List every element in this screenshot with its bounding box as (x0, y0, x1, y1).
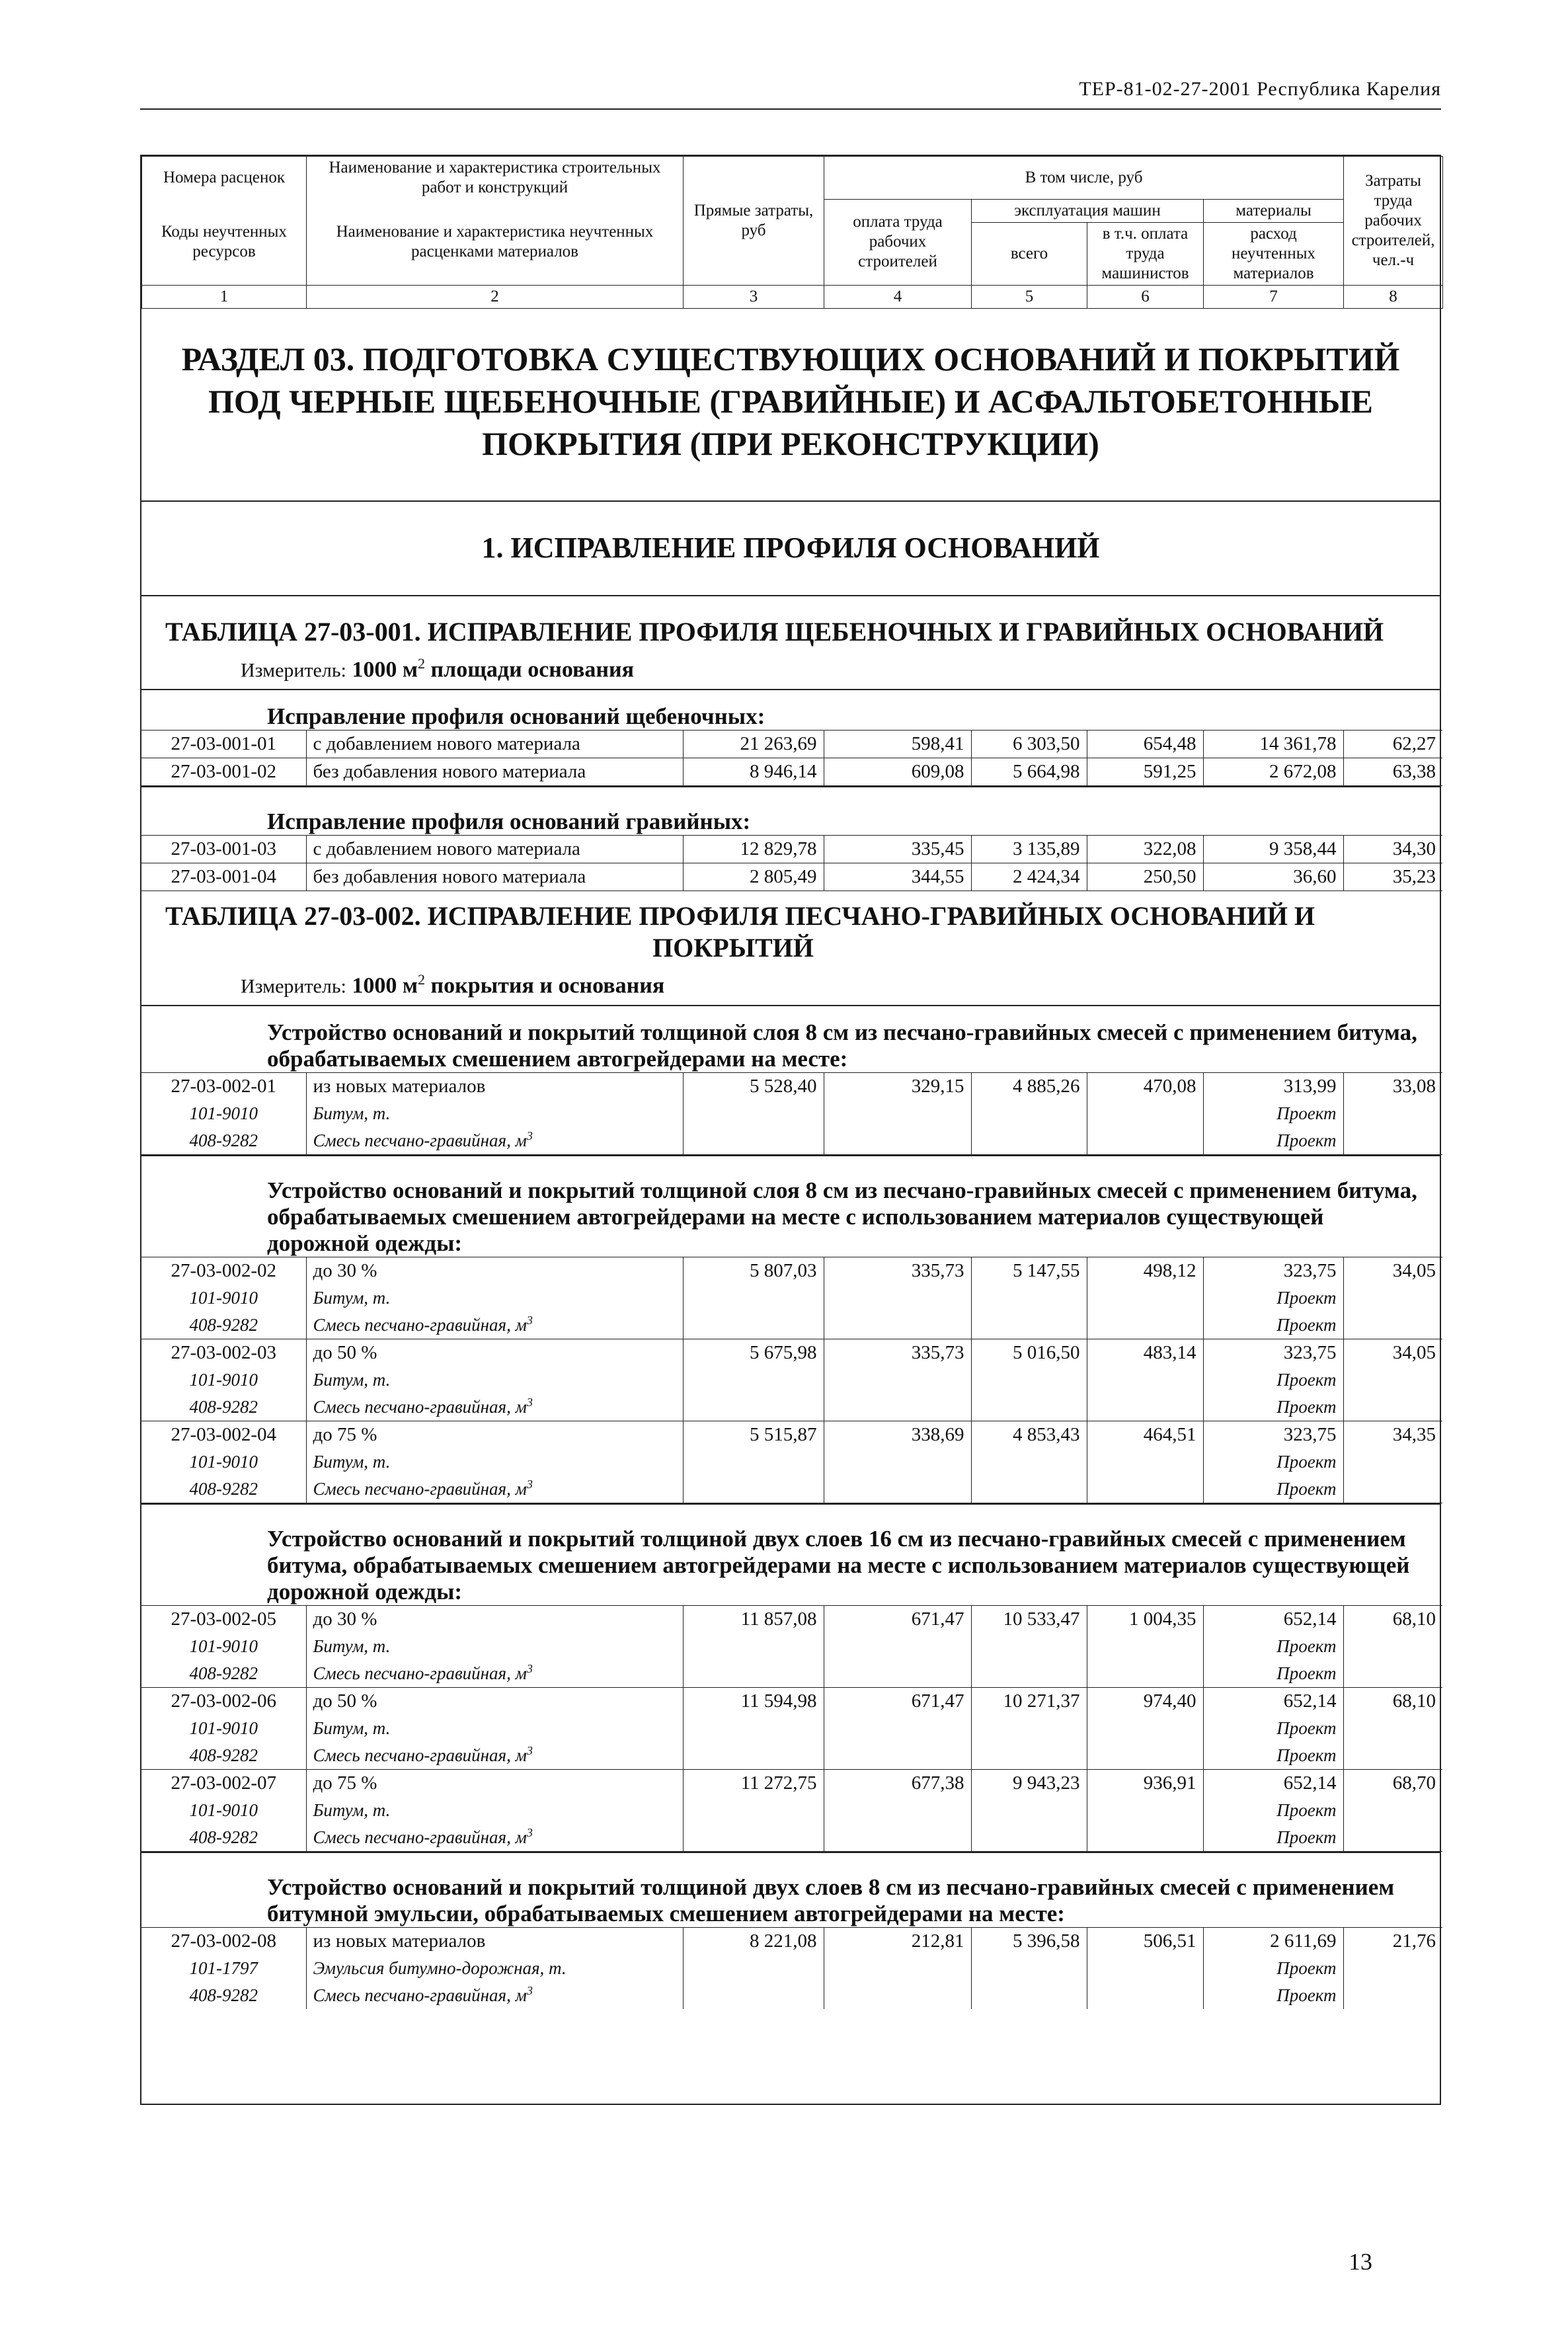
row-materials: 2 611,69 (1203, 1928, 1343, 1956)
col-number: 5 (972, 285, 1087, 308)
table-row (141, 1257, 1442, 1285)
table2-group-heading: Устройство оснований и покрытий толщиной слоя 8 см из песчано-гравийных смесей с применением битума, обрабатываемых смешением автогрейдерами на месте: (141, 1005, 1440, 1072)
row-machinist-pay: 591,25 (1087, 758, 1203, 785)
resource-name: Битум, т. (306, 1715, 683, 1742)
row-direct-cost: 8 946,14 (683, 758, 824, 785)
row-direct-cost: 12 829,78 (683, 835, 824, 863)
row-labor-pay: 598,41 (824, 730, 971, 758)
resource-project-flag: Проект (1203, 1100, 1343, 1127)
resource-name: Смесь песчано-гравийная, м (313, 1663, 527, 1684)
subsection-title: 1. ИСПРАВЛЕНИЕ ПРОФИЛЯ ОСНОВАНИЙ (141, 502, 1440, 596)
row-labor-pay: 677,38 (824, 1770, 971, 1798)
row-machines-total: 4 885,26 (971, 1073, 1087, 1101)
col-group-materials-header: материалы (1204, 199, 1344, 222)
row-labor-hours: 34,05 (1343, 1339, 1442, 1367)
row-machines-total: 5 147,55 (971, 1257, 1087, 1285)
table2-group-heading: Устройство оснований и покрытий толщиной слоя 8 см из песчано-гравийных смесей с применением битума, обрабатываемых смешением автогрейдерами на месте с использованием материалов существующей дорожной одежды: (141, 1155, 1440, 1257)
resource-row: 408-9282 Смесь песчано-гравийная, $м^3$ Проект (141, 1742, 1442, 1770)
row-direct-cost: 5 675,98 (683, 1339, 824, 1367)
row-labor-hours: 35,23 (1343, 863, 1442, 891)
row-labor-pay: 338,69 (824, 1421, 971, 1449)
row-machines-total: 2 424,34 (971, 863, 1087, 891)
resource-project-flag: Проект (1203, 1742, 1343, 1770)
measure-label: Измеритель: (241, 975, 346, 998)
row-direct-cost: 11 594,98 (683, 1688, 824, 1716)
row-machines-total: 3 135,89 (971, 835, 1087, 863)
resource-code: 101-9010 (141, 1100, 306, 1127)
resource-code: 101-9010 (141, 1715, 306, 1742)
resource-project-flag: Проект (1203, 1955, 1343, 1982)
row-materials: 14 361,78 (1203, 730, 1343, 758)
col8-header: Затраты труда рабочих строителей, чел.-ч (1344, 157, 1443, 286)
col7-header: расход неучтенных материалов (1204, 222, 1344, 285)
row-code: 27-03-002-01 (141, 1073, 306, 1101)
table-row (141, 730, 1442, 758)
resource-project-flag: Проект (1203, 1715, 1343, 1742)
table2-title (141, 891, 1440, 964)
resource-name: Битум, т. (306, 1285, 683, 1312)
resource-name: Смесь песчано-гравийная, м (313, 1985, 527, 2006)
row-labor-pay: 335,73 (824, 1339, 971, 1367)
row-labor-hours: 21,76 (1343, 1928, 1442, 1956)
col-number: 2 (307, 285, 684, 308)
resource-code: 101-9010 (141, 1448, 306, 1476)
row-direct-cost: 8 221,08 (683, 1928, 824, 1956)
row-code: 27-03-002-04 (141, 1421, 306, 1449)
row-direct-cost: 5 515,87 (683, 1421, 824, 1449)
row-materials: 323,75 (1203, 1421, 1343, 1449)
col-group-machines-header: эксплуатация машин (972, 199, 1204, 222)
row-labor-pay: 609,08 (824, 758, 971, 785)
table-row (141, 863, 1442, 891)
col-number: 8 (1344, 285, 1443, 308)
row-materials: 9 358,44 (1203, 835, 1343, 863)
row-labor-hours: 34,35 (1343, 1421, 1442, 1449)
row-materials: 652,14 (1203, 1688, 1343, 1716)
row-machinist-pay: 974,40 (1087, 1688, 1203, 1716)
row-machinist-pay: 654,48 (1087, 730, 1203, 758)
row-materials: 652,14 (1203, 1770, 1343, 1798)
table2-group3-rows (141, 1605, 1442, 1852)
table1-group1-rows (141, 730, 1442, 786)
table2-measure: Измеритель: 1000 $м^2$ покрытия и основания (241, 970, 665, 998)
resource-code: 101-9010 (141, 1797, 306, 1824)
resource-project-flag: Проект (1203, 1476, 1343, 1503)
table2-title-line2: ПОКРЫТИЙ (652, 932, 814, 963)
resource-name: Смесь песчано-гравийная, м (313, 1315, 527, 1335)
row-direct-cost: 11 272,75 (683, 1770, 824, 1798)
row-code: 27-03-002-07 (141, 1770, 306, 1798)
row-code: 27-03-001-03 (141, 835, 306, 863)
row-materials: 323,75 (1203, 1257, 1343, 1285)
table-row (141, 1073, 1442, 1101)
column-header-table (141, 156, 1443, 309)
resource-code: 408-9282 (141, 1476, 306, 1503)
resource-name: Смесь песчано-гравийная, м (313, 1479, 527, 1499)
col2-header-bottom: Наименование и характеристика неучтенных расценками материалов (307, 199, 684, 285)
row-name: до 75 % (306, 1770, 683, 1798)
row-machines-total: 5 396,58 (971, 1928, 1087, 1956)
row-labor-hours: 68,10 (1343, 1688, 1442, 1716)
table2-title-line1: ТАБЛИЦА 27-03-002. ИСПРАВЛЕНИЕ ПРОФИЛЯ ПЕСЧАНО-ГРАВИЙНЫХ ОСНОВАНИЙ И (165, 900, 1315, 931)
row-labor-hours: 68,70 (1343, 1770, 1442, 1798)
row-labor-pay: 344,55 (824, 863, 971, 891)
resource-row (141, 1797, 1442, 1824)
table-row (141, 1770, 1442, 1798)
resource-project-flag: Проект (1203, 1394, 1343, 1421)
row-code: 27-03-001-02 (141, 758, 306, 785)
resource-name: Эмульсия битумно-дорожная, т. (306, 1955, 683, 1982)
row-machinist-pay: 483,14 (1087, 1339, 1203, 1367)
resource-project-flag: Проект (1203, 1285, 1343, 1312)
resource-row (141, 1367, 1442, 1394)
resource-project-flag: Проект (1203, 1633, 1343, 1660)
resource-row (141, 1633, 1442, 1660)
table1-group-heading: Исправление профиля оснований гравийных: (141, 786, 1440, 835)
resource-project-flag: Проект (1203, 1367, 1343, 1394)
table2-group2-rows (141, 1257, 1442, 1503)
resource-project-flag: Проект (1203, 1824, 1343, 1852)
col5-header: всего (972, 222, 1087, 285)
row-name: без добавления нового материала (306, 758, 683, 785)
row-labor-pay: 671,47 (824, 1688, 971, 1716)
resource-row (141, 1715, 1442, 1742)
resource-code: 101-9010 (141, 1285, 306, 1312)
row-machinist-pay: 250,50 (1087, 863, 1203, 891)
col-number: 7 (1204, 285, 1344, 308)
row-machines-total: 9 943,23 (971, 1770, 1087, 1798)
resource-project-flag: Проект (1203, 1448, 1343, 1476)
row-name: до 50 % (306, 1688, 683, 1716)
resource-name: Битум, т. (306, 1100, 683, 1127)
row-materials: 652,14 (1203, 1606, 1343, 1634)
resource-code: 408-9282 (141, 1127, 306, 1155)
row-labor-hours: 68,10 (1343, 1606, 1442, 1634)
table2-group1-rows (141, 1072, 1442, 1155)
table-row (141, 758, 1442, 785)
col4-header: оплата труда рабочих строителей (824, 199, 972, 285)
row-code: 27-03-001-01 (141, 730, 306, 758)
measure-value: 1000 м (352, 973, 418, 998)
resource-name: Смесь песчано-гравийная, м (313, 1745, 527, 1766)
resource-name: Смесь песчано-гравийная, м (313, 1130, 527, 1151)
resource-row (141, 1448, 1442, 1476)
row-name: из новых материалов (306, 1073, 683, 1101)
col3-header: Прямые затраты, руб (684, 157, 824, 286)
row-name: без добавления нового материала (306, 863, 683, 891)
row-direct-cost: 5 807,03 (683, 1257, 824, 1285)
row-code: 27-03-002-06 (141, 1688, 306, 1716)
row-machines-total: 5 664,98 (971, 758, 1087, 785)
resource-name: Битум, т. (306, 1797, 683, 1824)
col2-header-top: Наименование и характеристика строительных работ и конструкций (307, 157, 684, 200)
resource-code: 408-9282 (141, 1742, 306, 1770)
col1-header-bottom: Коды неучтенных ресурсов (142, 199, 307, 285)
row-direct-cost: 2 805,49 (683, 863, 824, 891)
row-name: до 30 % (306, 1257, 683, 1285)
row-labor-pay: 335,45 (824, 835, 971, 863)
resource-row: 408-9282 Смесь песчано-гравийная, $м^3$ Проект (141, 1476, 1442, 1503)
resource-row: 408-9282 Смесь песчано-гравийная, $м^3$ Проект (141, 1824, 1442, 1852)
col1-header-top: Номера расценок (142, 157, 307, 200)
row-labor-hours: 63,38 (1343, 758, 1442, 785)
row-labor-hours: 34,05 (1343, 1257, 1442, 1285)
section-title: РАЗДЕЛ 03. ПОДГОТОВКА СУЩЕСТВУЮЩИХ ОСНОВАНИЙ И ПОКРЫТИЙ ПОД ЧЕРНЫЕ ЩЕБЕНОЧНЫЕ (ГРАВИЙНЫЕ) И АСФАЛЬТОБЕТОННЫЕ ПОКРЫТИЯ (ПРИ РЕКОНСТРУКЦИИ) (141, 309, 1440, 502)
row-name: с добавлением нового материала (306, 835, 683, 863)
resource-project-flag: Проект (1203, 1660, 1343, 1688)
table-row (141, 1339, 1442, 1367)
row-code: 27-03-002-03 (141, 1339, 306, 1367)
page-number: 13 (1349, 2248, 1372, 2275)
col-group-total-header: В том числе, руб (824, 157, 1344, 200)
resource-code: 101-1797 (141, 1955, 306, 1982)
row-name: до 75 % (306, 1421, 683, 1449)
row-labor-hours: 33,08 (1343, 1073, 1442, 1101)
row-name: из новых материалов (306, 1928, 683, 1956)
row-labor-pay: 335,73 (824, 1257, 971, 1285)
table2-group-heading: Устройство оснований и покрытий толщиной двух слоев 16 см из песчано-гравийных смесей с применением битума, обрабатываемых смешением автогрейдерами на месте с использованием материалов существующей дорожной одежды: (141, 1503, 1440, 1605)
row-name: до 50 % (306, 1339, 683, 1367)
row-machinist-pay: 322,08 (1087, 835, 1203, 863)
resource-code: 101-9010 (141, 1367, 306, 1394)
row-code: 27-03-002-08 (141, 1928, 306, 1956)
resource-name: Битум, т. (306, 1367, 683, 1394)
resource-code: 408-9282 (141, 1660, 306, 1688)
table1-group-heading: Исправление профиля оснований щебеночных: (141, 689, 1440, 730)
resource-row: 408-9282 Смесь песчано-гравийная, $м^3$ Проект (141, 1660, 1442, 1688)
table1-group2-rows (141, 835, 1442, 891)
col-number: 3 (684, 285, 824, 308)
row-labor-pay: 671,47 (824, 1606, 971, 1634)
resource-row: 408-9282 Смесь песчано-гравийная, $м^3$ Проект (141, 1394, 1442, 1421)
row-machinist-pay: 470,08 (1087, 1073, 1203, 1101)
table-row (141, 1421, 1442, 1449)
row-materials: 2 672,08 (1203, 758, 1343, 785)
row-code: 27-03-001-04 (141, 863, 306, 891)
row-machinist-pay: 936,91 (1087, 1770, 1203, 1798)
resource-row: 408-9282 Смесь песчано-гравийная, $м^3$ Проект (141, 1312, 1442, 1339)
resource-code: 408-9282 (141, 1982, 306, 2009)
row-labor-hours: 62,27 (1343, 730, 1442, 758)
table-row (141, 835, 1442, 863)
row-direct-cost: 21 263,69 (683, 730, 824, 758)
measure-value: 1000 м (352, 656, 418, 682)
table-row (141, 1606, 1442, 1634)
row-materials: 36,60 (1203, 863, 1343, 891)
row-machines-total: 6 303,50 (971, 730, 1087, 758)
row-machinist-pay: 498,12 (1087, 1257, 1203, 1285)
row-materials: 323,75 (1203, 1339, 1343, 1367)
measure-unit: площади основания (430, 656, 634, 682)
measure-label: Измеритель: (241, 658, 346, 681)
resource-project-flag: Проект (1203, 1982, 1343, 2009)
resource-row: 408-9282 Смесь песчано-гравийная, $м^3$ Проект (141, 1982, 1442, 2009)
page-header: ТЕР-81-02-27-2001 Республика Карелия (140, 78, 1441, 110)
table2-group-heading: Устройство оснований и покрытий толщиной двух слоев 8 см из песчано-гравийных смесей с применением битумной эмульсии, обрабатываемых смешением автогрейдерами на месте: (141, 1852, 1440, 1927)
table2-group4-rows (141, 1927, 1442, 2009)
table-row (141, 1688, 1442, 1716)
resource-code: 101-9010 (141, 1633, 306, 1660)
resource-name: Битум, т. (306, 1633, 683, 1660)
resource-row (141, 1955, 1442, 1982)
document-frame (140, 155, 1441, 2105)
row-machines-total: 10 271,37 (971, 1688, 1087, 1716)
resource-project-flag: Проект (1203, 1797, 1343, 1824)
resource-row (141, 1100, 1442, 1127)
resource-name: Смесь песчано-гравийная, м (313, 1397, 527, 1417)
col6-header: в т.ч. оплата труда машинистов (1087, 222, 1204, 285)
resource-row: 408-9282 Смесь песчано-гравийная, $м^3$ Проект (141, 1127, 1442, 1155)
resource-code: 408-9282 (141, 1312, 306, 1339)
row-labor-pay: 329,15 (824, 1073, 971, 1101)
col-number: 4 (824, 285, 972, 308)
row-direct-cost: 11 857,08 (683, 1606, 824, 1634)
table1-measure: Измеритель: 1000 $м^2$ площади основания (241, 654, 634, 682)
resource-row (141, 1285, 1442, 1312)
row-machinist-pay: 1 004,35 (1087, 1606, 1203, 1634)
row-name: с добавлением нового материала (306, 730, 683, 758)
row-machinist-pay: 506,51 (1087, 1928, 1203, 1956)
row-machinist-pay: 464,51 (1087, 1421, 1203, 1449)
resource-name: Смесь песчано-гравийная, м (313, 1827, 527, 1848)
col-number: 6 (1087, 285, 1204, 308)
resource-project-flag: Проект (1203, 1127, 1343, 1155)
resource-code: 408-9282 (141, 1394, 306, 1421)
row-labor-hours: 34,30 (1343, 835, 1442, 863)
resource-name: Битум, т. (306, 1448, 683, 1476)
resource-code: 408-9282 (141, 1824, 306, 1852)
row-code: 27-03-002-02 (141, 1257, 306, 1285)
row-machines-total: 5 016,50 (971, 1339, 1087, 1367)
table-row (141, 1928, 1442, 1956)
table1-title: ТАБЛИЦА 27-03-001. ИСПРАВЛЕНИЕ ПРОФИЛЯ ЩЕБЕНОЧНЫХ И ГРАВИЙНЫХ ОСНОВАНИЙ (165, 616, 1384, 647)
measure-unit: покрытия и основания (430, 973, 665, 998)
col-number: 1 (142, 285, 307, 308)
row-code: 27-03-002-05 (141, 1606, 306, 1634)
resource-project-flag: Проект (1203, 1312, 1343, 1339)
row-direct-cost: 5 528,40 (683, 1073, 824, 1101)
row-labor-pay: 212,81 (824, 1928, 971, 1956)
row-machines-total: 10 533,47 (971, 1606, 1087, 1634)
row-materials: 313,99 (1203, 1073, 1343, 1101)
row-name: до 30 % (306, 1606, 683, 1634)
row-machines-total: 4 853,43 (971, 1421, 1087, 1449)
